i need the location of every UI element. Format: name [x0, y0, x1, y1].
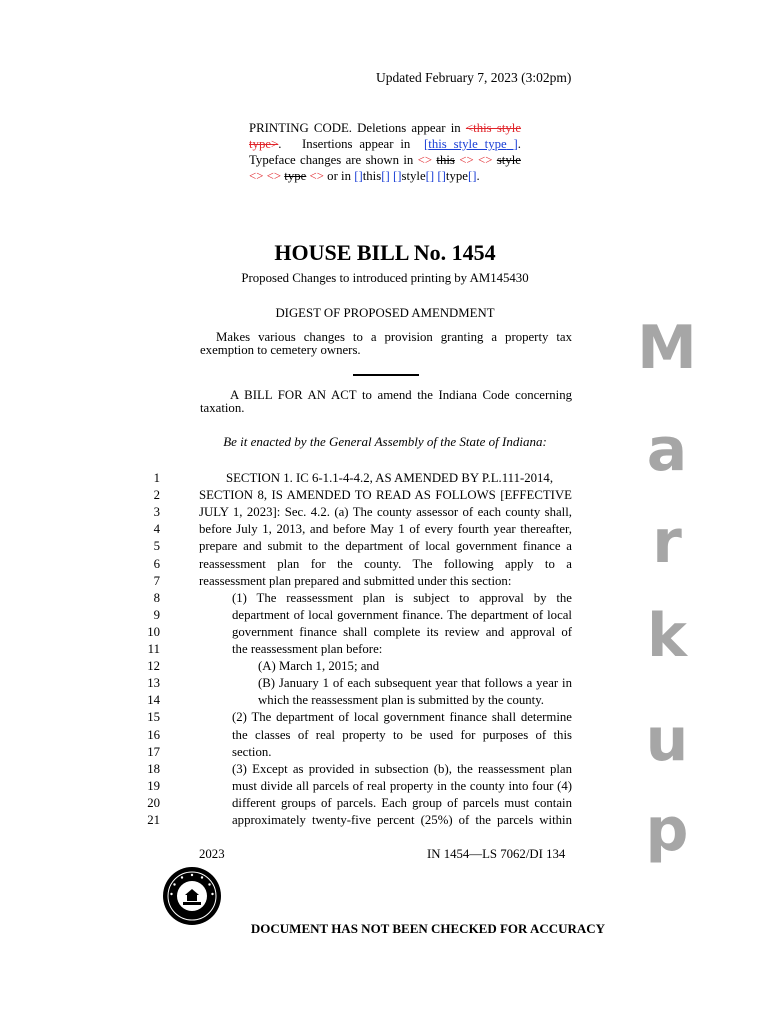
- br-4: []: [425, 169, 435, 183]
- line-number: 8: [153, 590, 160, 605]
- line-number: 15: [147, 710, 160, 725]
- line-number: 12: [147, 659, 160, 674]
- watermark-letter: k: [647, 601, 687, 671]
- bill-subtitle: Proposed Changes to introduced printing by AM145430: [241, 271, 529, 285]
- tf-style: style: [496, 153, 521, 167]
- line-number: 9: [153, 607, 160, 622]
- bill-text-line: (1) The reassessment plan is subject to approval by the: [232, 590, 572, 605]
- tf-angle-4: <>: [249, 169, 264, 183]
- state-seal-icon: [162, 866, 222, 926]
- insertion-open: [: [424, 137, 429, 151]
- bill-text-line: approximately twenty-five percent (25%) of the parcels within: [232, 813, 572, 827]
- bill-text-line: government finance shall complete its review and approval of: [232, 624, 572, 639]
- bill-text-line: the reassessment plan before:: [232, 642, 383, 656]
- or-in: or in: [323, 169, 355, 183]
- printing-code-legend: PRINTING CODE. Deletions appear in <this style type>. Insertions appear in [this style type ]. Typeface changes are shown in <> this <> <> style <> <> type <> or in []this[] []style[] []type[].: [249, 121, 522, 183]
- line-number: 5: [153, 539, 160, 554]
- section-divider: [353, 374, 419, 376]
- deletion-open: <: [465, 121, 474, 135]
- bill-text-line: must divide all parcels of real property in the county into four (4): [232, 778, 572, 793]
- watermark-letter: u: [645, 705, 689, 775]
- bill-text-line: SECTION 1. IC 6-1.1-4-4.2, AS AMENDED BY P.L.111-2014,: [226, 471, 554, 485]
- bill-text-line: which the reassessment plan is submitted by the county.: [258, 693, 544, 708]
- insertion-sample-text: this style type: [428, 137, 507, 151]
- tf-this: this: [436, 153, 455, 167]
- footer-year: 2023: [199, 847, 225, 861]
- line-number: 14: [147, 693, 160, 708]
- line-number: 13: [147, 676, 160, 691]
- line-number: 7: [153, 573, 160, 588]
- br-2: []: [381, 169, 390, 183]
- insertion-close: ]: [513, 137, 518, 151]
- watermark-letter: p: [645, 795, 689, 865]
- bill-text-line: section.: [232, 744, 272, 759]
- br-6: []: [467, 169, 477, 183]
- bill-text-line: (B) January 1 of each subsequent year that follows a year in: [258, 676, 572, 691]
- bill-for-act: A BILL FOR AN ACT to amend the Indiana Code concerning taxation.: [200, 388, 572, 415]
- bill-text-line: reassessment plan for the county. The following apply to a: [199, 556, 572, 571]
- bill-text-line: (3) Except as provided in subsection (b), the reassessment plan: [232, 761, 572, 776]
- watermark-letter: r: [652, 507, 682, 577]
- line-number: 17: [147, 744, 160, 759]
- updated-timestamp: Updated February 7, 2023 (3:02pm): [376, 70, 572, 85]
- insertion-sample: [424, 137, 518, 151]
- w-style: style: [401, 169, 426, 183]
- deletion-sample-text: this style type: [249, 121, 522, 151]
- bill-text-line: reassessment plan prepared and submitted under this section:: [199, 573, 512, 588]
- bill-title: HOUSE BILL No. 1454: [274, 240, 496, 265]
- accuracy-notice: DOCUMENT HAS NOT BEEN CHECKED FOR ACCURACY: [250, 921, 606, 936]
- bill-text-line: JULY 1, 2023]: Sec. 4.2. (a) The county assessor of each county shall,: [199, 505, 572, 520]
- tf-angle-5: <>: [266, 169, 282, 183]
- w-type: type: [445, 169, 468, 183]
- line-number: 11: [147, 642, 160, 656]
- br-5: []: [437, 169, 446, 183]
- typeface-lead: Typeface changes are shown in: [249, 153, 418, 167]
- w-this: this: [362, 169, 382, 183]
- line-number: 18: [147, 761, 160, 776]
- br-1: []: [354, 169, 363, 183]
- bill-text-line: (2) The department of local government finance shall determine: [232, 710, 572, 725]
- line-number: 3: [153, 505, 160, 520]
- footer-reference: IN 1454—LS 7062/DI 134: [427, 847, 566, 861]
- line-number: 6: [153, 556, 160, 571]
- enacting-clause: Be it enacted by the General Assembly of the State of Indiana:: [223, 434, 547, 449]
- bill-text-line: prepare and submit to the department of local government finance a: [199, 539, 572, 554]
- bill-text-line: SECTION 8, IS AMENDED TO READ AS FOLLOWS [EFFECTIVE: [199, 488, 572, 503]
- insertion-lead: Insertions appear in: [302, 137, 418, 151]
- line-number: 16: [147, 727, 160, 742]
- tf-type: type: [284, 169, 307, 183]
- line-number: 21: [147, 813, 160, 827]
- printing-code-lead: PRINTING CODE. Deletions appear in: [249, 121, 466, 135]
- tf-angle-3: <>: [478, 153, 493, 167]
- line-number: 20: [147, 795, 160, 810]
- br-3: []: [392, 169, 402, 183]
- bill-text-line: (A) March 1, 2015; and: [258, 659, 380, 674]
- watermark-letter: M: [637, 313, 697, 383]
- digest-heading: DIGEST OF PROPOSED AMENDMENT: [275, 306, 495, 320]
- bill-text-line: the classes of real property to be used for purposes of this: [232, 727, 572, 742]
- line-number: 1: [153, 471, 160, 485]
- line-number: 19: [147, 778, 160, 793]
- deletion-close: >: [271, 137, 279, 151]
- tf-angle-6: <>: [309, 169, 324, 183]
- bill-text-line: before July 1, 2013, and before May 1 of every fourth year thereafter,: [199, 522, 572, 537]
- bill-text-line: different groups of parcels. Each group of parcels must contain: [232, 795, 572, 810]
- bill-text-line: department of local government finance. The department of local: [232, 607, 572, 622]
- digest-text: Makes various changes to a provision granting a property tax exemption to cemetery owners.: [200, 330, 572, 357]
- watermark-letter: a: [646, 415, 688, 485]
- line-number: 2: [153, 488, 160, 503]
- line-number: 10: [147, 624, 160, 639]
- line-number: 4: [153, 522, 160, 537]
- tf-angle-1: <>: [417, 153, 433, 167]
- tf-angle-2: <>: [459, 153, 474, 167]
